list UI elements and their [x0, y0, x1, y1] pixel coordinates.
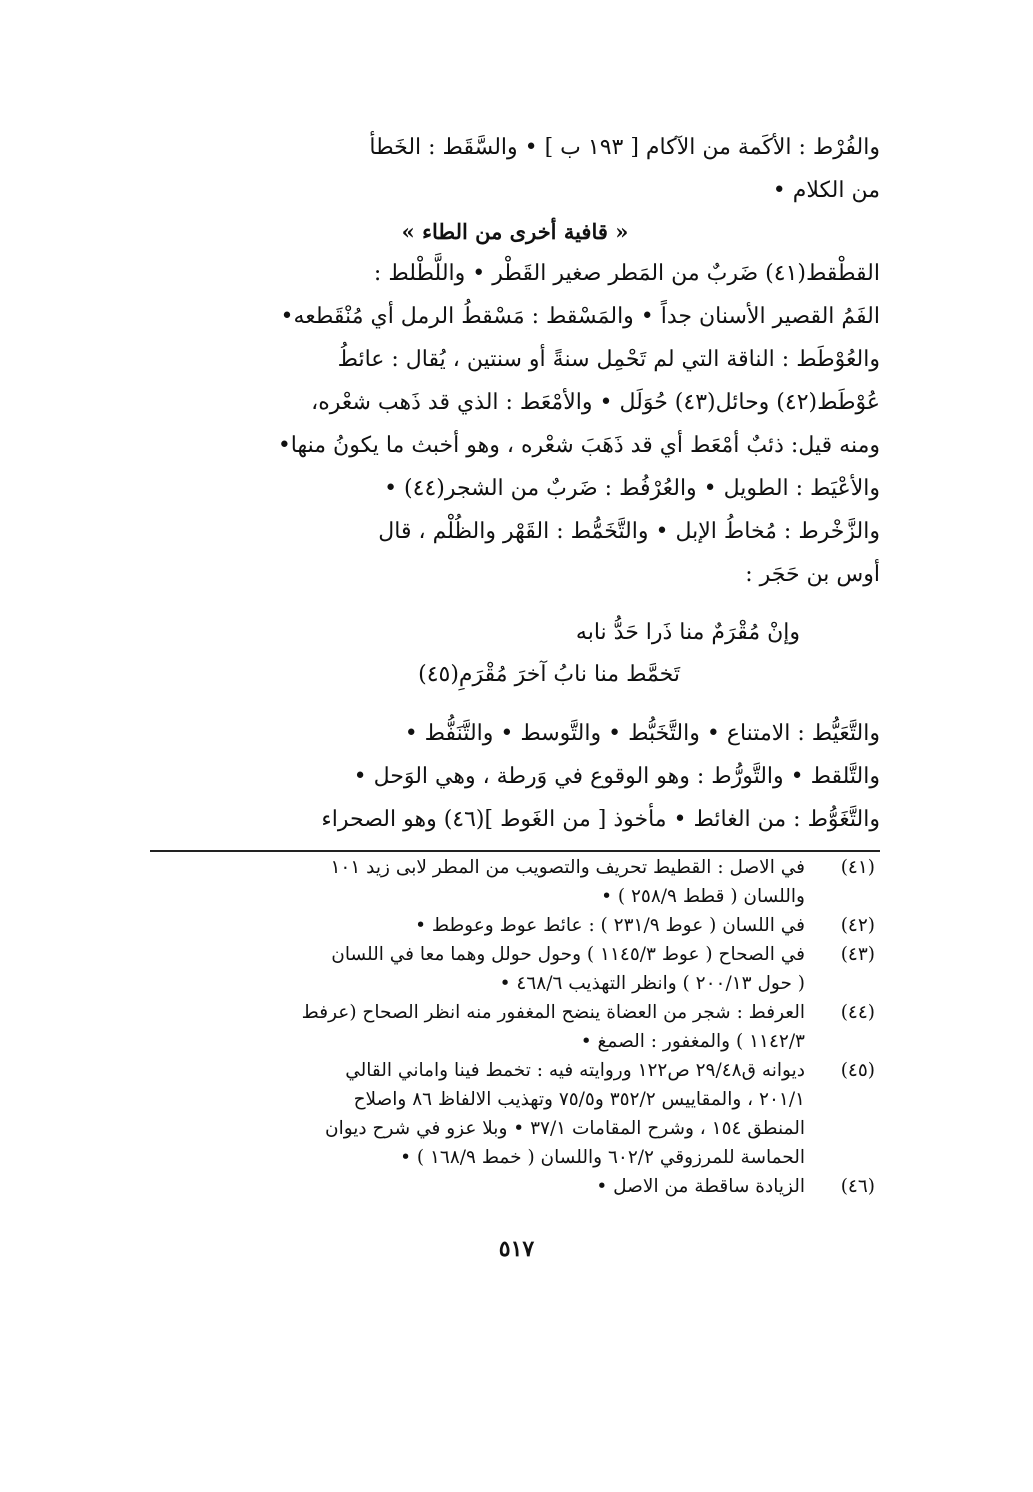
verse-hemistich-1: وإنْ مُقْرَمٌ منا ذَرا حَدُّ نابه [575, 620, 800, 645]
footnote-text: ديوانه ق٢٩/٤٨ ص١٢٢ وروايته فيه : تخمط فينا واماني القالي ٢٠١/١ ، والمقاييس ٣٥٢/٢ و٧٥/٥ وتهذيب الالفاظ ٨٦ واصلاح المنطق ١٥٤ ، وشرح المقامات ٣٧/١ • وبلا عزو في شرح ديوان الحماسة للمرزوقي ٦٠٢/٢ واللسان ( خمط ١٦٨/٩ ) • [324, 1060, 805, 1168]
text-line: القطْقط(٤١) ضَربٌ من المَطر صغير القَطْر • واللَّطْلط : [373, 261, 880, 286]
text-line: أوس بن حَجَر : [745, 562, 880, 587]
main-text [150, 126, 880, 841]
footnote-divider [150, 850, 880, 852]
footnote [150, 1172, 875, 1201]
text-line: والعُوْطَط : الناقة التي لم تَحْمِل سنةً أو سنتين ، يُقال : عائطُ [337, 347, 880, 372]
footnote [150, 1056, 875, 1172]
footnotes [150, 853, 875, 1201]
text-line: والزَّخْرط : مُخاطُ الإبل • والتَّخَمُّط : القَهْر والظُلْم ، قال [378, 519, 880, 544]
footnote-number: (٤١) [840, 857, 875, 878]
text-line: الفَمُ القصير الأسنان جداً • والمَسْقط : مَسْقطُ الرمل أي مُنْقَطعه• [280, 304, 880, 329]
footnote-number: (٤٦) [840, 1176, 875, 1197]
footnote-text: العرفط : شجر من العضاة ينضح المغفور منه انظر الصحاح (عرفط ١١٤٢/٣ ) والمغفور : الصمغ • [301, 1002, 805, 1052]
text-line: والتَّغَوُّط : من الغائط • مأخوذ [ من الغَوط ](٤٦) وهو الصحراء [321, 807, 880, 832]
footnote-number: (٤٣) [840, 944, 875, 965]
text-line: من الكلام • [772, 178, 880, 203]
footnote [150, 940, 875, 998]
footnote-text: في الصحاح ( عوط ١١٤٥/٣ ) وحول حولل وهما معا في اللسان ( حول ٢٠٠/١٣ ) وانظر التهذيب ٤٦٨/٦ • [331, 944, 805, 994]
footnote-text: الزيادة ساقطة من الاصل • [596, 1176, 805, 1197]
text-line: والأعْيَط : الطويل • والعُرْفُط : ضَربٌ من الشجر(٤٤) • [384, 476, 880, 501]
text-line: والتَّلقط • والتَّورُّط : وهو الوقوع في وَرطة ، وهي الوَحل • [353, 764, 880, 789]
footnote-number: (٤٤) [840, 1002, 875, 1023]
text-line: والفُرْط : الأكَمة من الآكام [ ١٩٣ ب ] • والسَّقَط : الخَطأ [369, 135, 880, 160]
footnote [150, 853, 875, 911]
section-heading: « قافية أخرى من الطاء » [401, 219, 629, 244]
footnote-text: في الاصل : القطيط تحريف والتصويب من المطر لابى زيد ١٠١ واللسان ( قطط ٢٥٨/٩ ) • [330, 857, 805, 907]
footnote-number: (٤٥) [840, 1060, 875, 1081]
footnote-number: (٤٢) [840, 915, 875, 936]
footnote [150, 911, 875, 940]
footnote [150, 998, 875, 1056]
footnote-text: في اللسان ( عوط ٢٣١/٩ ) : عائط عوط وعوطط • [415, 915, 805, 936]
verse-hemistich-2: تَخمَّط منا نابُ آخرَ مُقْرَمِ(٤٥) [418, 662, 680, 687]
text-line: عُوْطَط(٤٢) وحائل(٤٣) حُوَلَل • والأمْعَط : الذي قد ذَهب شعْره، [311, 390, 880, 415]
text-line: والتَّعَيُّط : الامتناع • والتَّخَبُّط • والتَّوسط • والتَّنَفُّط • [404, 721, 880, 746]
text-line: ومنه قيل: ذئبٌ أمْعَط أي قد ذَهَبَ شعْره ، وهو أخبث ما يكونُ منها• [277, 433, 880, 458]
page-number: ٥١٧ [498, 1236, 535, 1262]
